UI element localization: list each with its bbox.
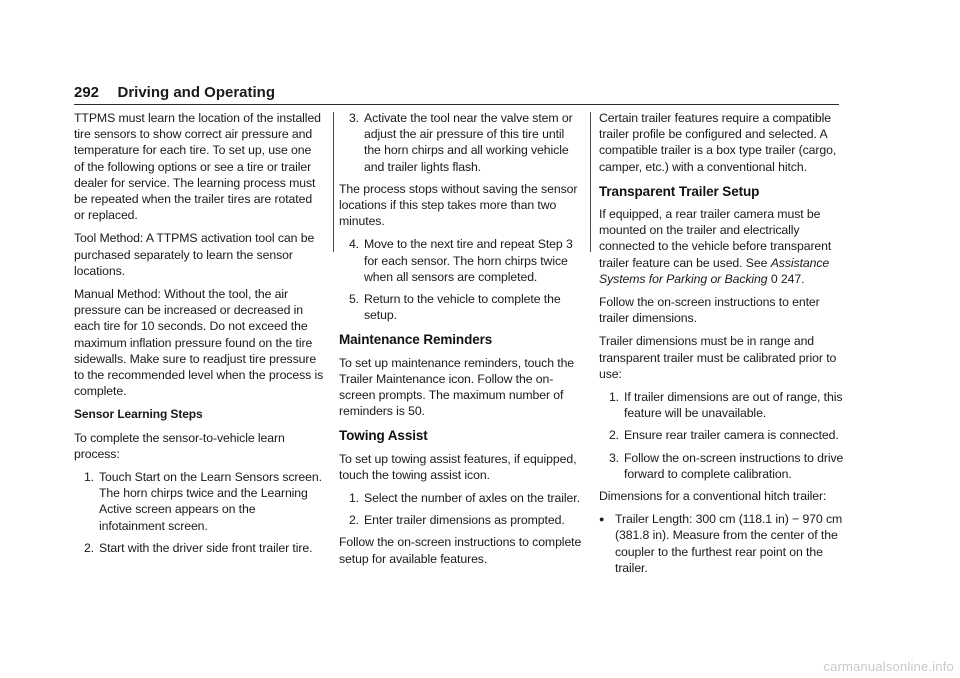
- step-number: 2.: [348, 513, 359, 528]
- step-text: Enter trailer dimensions as prompted.: [364, 513, 565, 528]
- step-text: Activate the tool near the valve stem or adjust the air pressure of this tire until the horn chirps and all working vehicle and trailer lights flash.: [364, 111, 573, 174]
- section-title: Driving and Operating: [117, 84, 275, 101]
- cross-reference-link[interactable]: Assistance Systems for Parking or Backing: [599, 255, 830, 286]
- list-item: [599, 389, 844, 421]
- paragraph-text: If equipped, a rear trailer camera must be mounted on the trailer and electrically connected to the vehicle before transparent trailer feature can be used. See: [599, 207, 832, 270]
- paragraph: Tool Method: A TTPMS activation tool can be purchased separately to learn the sensor locations.: [74, 231, 315, 278]
- paragraph: To set up towing assist features, if equipped, touch the towing assist icon.: [339, 451, 577, 482]
- bullet-icon: ●: [599, 514, 605, 525]
- step-number: 3.: [608, 450, 619, 465]
- column-2: [339, 110, 584, 574]
- list-item: [339, 291, 584, 323]
- list-item: [339, 512, 584, 528]
- header-rule: [74, 104, 839, 105]
- column-divider-2: [590, 112, 591, 252]
- column-divider-1: [333, 112, 334, 252]
- paragraph: TTPMS must learn the location of the installed tire sensors to show correct air pressure and temperature for each tire. To set up, use one of the following options or see a tire or trailer dealer for service. The learning process must be repeated when the trailer tires are rotated or replaced.: [74, 111, 321, 223]
- subheading: Sensor Learning Steps: [74, 407, 203, 422]
- step-text: Select the number of axles on the trailer.: [364, 491, 580, 506]
- step-note: The process stops without saving the sensor locations if this step takes more than two minutes.: [339, 181, 578, 229]
- paragraph: Manual Method: Without the tool, the air pressure can be increased or decreased in each tire for 10 seconds. Do not exceed the maximum inflation pressure found on the tire sidewalls. Make sure to readjust tire pressure to the recommended level when the process is complete.: [74, 287, 324, 399]
- paragraph: To complete the sensor-to-vehicle learn process:: [74, 430, 285, 461]
- step-text: Follow the on-screen instructions to drive forward to complete calibration.: [624, 450, 844, 481]
- step-number: 5.: [348, 292, 359, 307]
- heading-towing-assist: Towing Assist: [339, 428, 428, 444]
- list-item: [599, 427, 844, 443]
- list-item: [74, 540, 324, 556]
- paragraph: Follow the on-screen instructions to complete setup for available features.: [339, 535, 582, 566]
- step-text: Touch Start on the Learn Sensors screen. The horn chirps twice and the Learning Active screen appears on the infotainment screen.: [99, 470, 322, 533]
- step-text: Start with the driver side front trailer tire.: [99, 540, 313, 555]
- paragraph: Trailer dimensions must be in range and transparent trailer must be calibrated prior to use:: [599, 334, 837, 381]
- step-text: Move to the next tire and repeat Step 3 for each sensor. The horn chirps twice when all sensors are completed.: [364, 237, 573, 284]
- column-1: [74, 110, 324, 562]
- step-text: Ensure rear trailer camera is connected.: [624, 428, 839, 443]
- step-text: If trailer dimensions are out of range, this feature will be unavailable.: [624, 390, 843, 421]
- step-number: 3.: [348, 111, 359, 125]
- step-number: 2.: [608, 428, 619, 443]
- paragraph: [599, 206, 844, 287]
- paragraph: Certain trailer features require a compatible trailer profile be configured and selected. A compatible trailer is a box type trailer (cargo, camper, etc.) with a conventional hitch.: [599, 111, 837, 174]
- heading-transparent-trailer-setup: Transparent Trailer Setup: [599, 183, 760, 199]
- step-number: 1.: [608, 390, 619, 405]
- paragraph: To set up maintenance reminders, touch the Trailer Maintenance icon. Follow the on-screen prompts. The maximum number of reminders is 50.: [339, 355, 575, 419]
- watermark: carmanualsonline.info: [823, 659, 954, 674]
- step-number: 4.: [348, 237, 359, 252]
- step-text: Return to the vehicle to complete the setup.: [364, 292, 561, 323]
- paragraph: Dimensions for a conventional hitch trailer:: [599, 489, 827, 504]
- page-header: [74, 84, 840, 102]
- column-3: [599, 110, 844, 582]
- page-number: 292: [74, 84, 100, 101]
- list-item: [74, 469, 324, 534]
- page-reference[interactable]: 0 247.: [770, 271, 805, 286]
- list-item: [339, 236, 584, 285]
- paragraph: Follow the on-screen instructions to enter trailer dimensions.: [599, 295, 820, 326]
- list-item: [339, 110, 584, 175]
- bullet-item: [599, 511, 844, 576]
- bullet-text: Trailer Length: 300 cm (118.1 in) − 970 cm (381.8 in). Measure from the center of the coupler to the furthest rear point on the trailer.: [615, 512, 843, 575]
- step-number: 1.: [348, 491, 359, 506]
- heading-maintenance-reminders: Maintenance Reminders: [339, 332, 493, 348]
- list-item: [339, 490, 584, 506]
- step-number: 1.: [83, 470, 94, 485]
- list-item: [599, 450, 844, 482]
- step-number: 2.: [83, 540, 94, 555]
